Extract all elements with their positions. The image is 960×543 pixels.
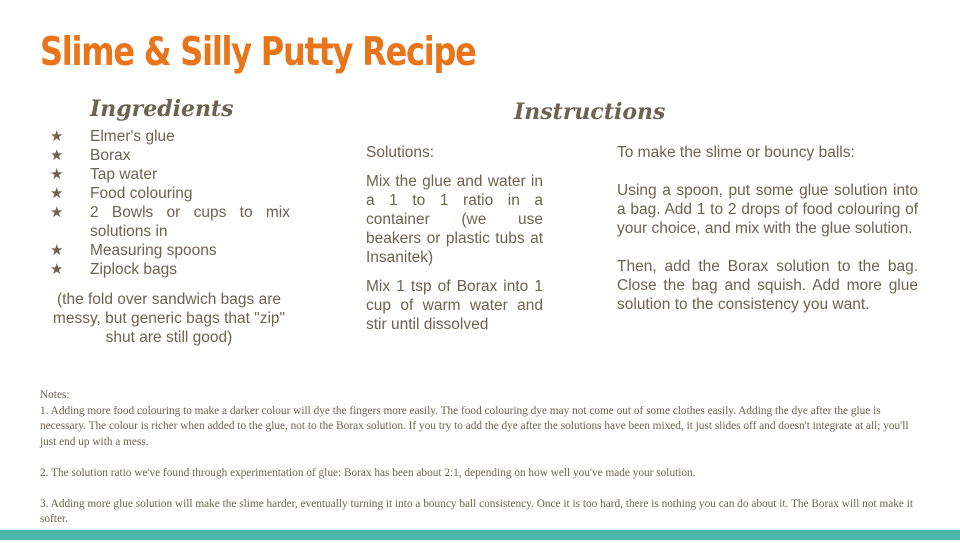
list-item [50, 146, 290, 165]
page-title: Slime & Silly Putty Recipe [40, 30, 476, 75]
ingredient-text: 2 Bowls or cups to mix solutions in [90, 204, 290, 240]
solutions-column [366, 143, 543, 344]
note-item: 3. Adding more glue solution will make the slime harder, eventually turning it into a bouncy ball consistency. Once it is too hard, there is nothing you can do about it. The Borax will not make it softer. [40, 497, 914, 525]
ingredient-text: Borax [90, 147, 131, 164]
ingredient-text: Tap water [90, 166, 158, 183]
notes-section [40, 388, 920, 543]
list-item [50, 203, 290, 241]
instructions-heading: Instructions [514, 99, 666, 125]
star-icon: ★ [50, 128, 64, 145]
steps-label: To make the slime or bouncy balls: [617, 144, 855, 161]
footer-bar [0, 530, 960, 540]
star-icon: ★ [50, 261, 64, 278]
note-item: 2. The solution ratio we've found through experimentation of glue: Borax has been about 2:1, depending on how well you've made your solution. [40, 466, 696, 479]
star-icon: ★ [50, 204, 64, 221]
star-icon: ★ [50, 242, 64, 259]
ingredient-text: Measuring spoons [90, 242, 217, 259]
note-item: 1. Adding more food colouring to make a darker colour will dye the fingers more easily. The food colouring dye may not come out of some clothes easily. Adding the dye after the glue is necessary. The colour is richer when added to the glue, not to the Borax solution. If you try to add the dye after the solutions have been mixed, it just slides off and doesn't integrate at all; you'll just end up with a mess. [40, 404, 909, 448]
list-item [50, 260, 290, 279]
list-item [50, 165, 290, 184]
ingredient-text: Elmer's glue [90, 128, 175, 145]
ingredients-heading: Ingredients [90, 96, 234, 122]
notes-label: Notes: [40, 389, 70, 401]
ingredient-text: Ziplock bags [90, 261, 178, 278]
ingredients-note: (the fold over sandwich bags are messy, but generic bags that "zip" shut are still good) [52, 291, 286, 346]
list-item [50, 241, 290, 260]
solutions-label: Solutions: [366, 144, 435, 161]
steps-column [617, 143, 918, 333]
solution-step: Mix 1 tsp of Borax into 1 cup of warm water and stir until dissolved [366, 278, 543, 333]
list-item [50, 127, 290, 146]
ingredient-text: Food colouring [90, 185, 193, 202]
list-item [50, 184, 290, 203]
ingredients-list [50, 127, 290, 279]
star-icon: ★ [50, 166, 64, 183]
instruction-step: Using a spoon, put some glue solution into a bag. Add 1 to 2 drops of food colouring of your choice, and mix with the glue solution. [617, 182, 918, 237]
star-icon: ★ [50, 185, 64, 202]
instruction-step: Then, add the Borax solution to the bag. Close the bag and squish. Add more glue solution to the consistency you want. [617, 258, 918, 313]
star-icon: ★ [50, 147, 64, 164]
solution-step: Mix the glue and water in a 1 to 1 ratio in a container (we use beakers or plastic tubs at Insanitek) [366, 173, 543, 266]
